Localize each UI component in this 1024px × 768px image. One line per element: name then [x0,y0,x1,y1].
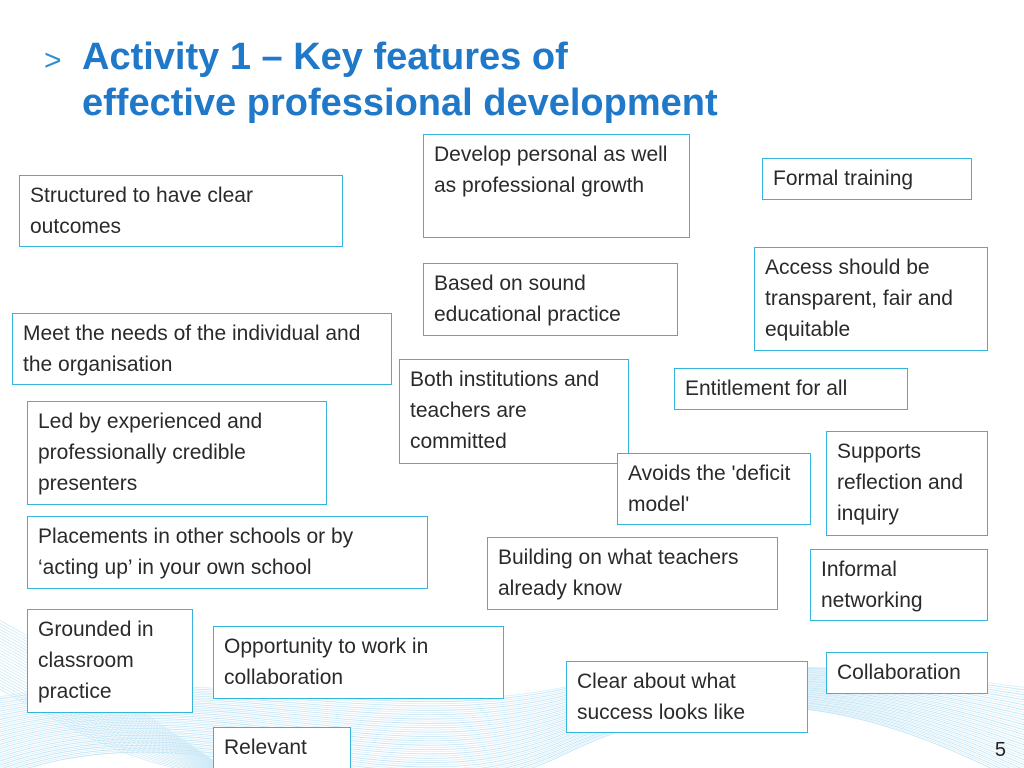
card-collaboration: Collaboration [826,652,988,694]
title-chevron-icon: > [44,44,62,77]
card-led-by: Led by experienced and professionally credible presenters [27,401,327,505]
wave-line [0,705,1024,768]
card-meet-needs: Meet the needs of the individual and the organisation [12,313,392,385]
card-clear-success: Clear about what success looks like [566,661,808,733]
wave-line [0,706,1024,768]
card-relevant: Relevant [213,727,351,768]
card-develop-personal: Develop personal as well as professional growth [423,134,690,238]
wave-line [0,704,1024,768]
card-opportunity: Opportunity to work in collaboration [213,626,504,699]
card-entitlement: Entitlement for all [674,368,908,410]
card-sound-practice: Based on sound educational practice [423,263,678,336]
card-supports-reflection: Supports reflection and inquiry [826,431,988,536]
card-placements: Placements in other schools or by ‘acting up’ in your own school [27,516,428,589]
card-access: Access should be transparent, fair and equitable [754,247,988,351]
card-informal-networking: Informal networking [810,549,988,621]
card-grounded: Grounded in classroom practice [27,609,193,713]
card-structured: Structured to have clear outcomes [19,175,343,247]
card-building-on: Building on what teachers already know [487,537,778,610]
card-both-committed: Both institutions and teachers are committed [399,359,629,464]
card-deficit-model: Avoids the 'deficit model' [617,453,811,525]
page-number: 5 [994,739,1006,761]
card-formal-training: Formal training [762,158,972,200]
slide-title: Activity 1 – Key features of effective professional development [82,36,718,124]
